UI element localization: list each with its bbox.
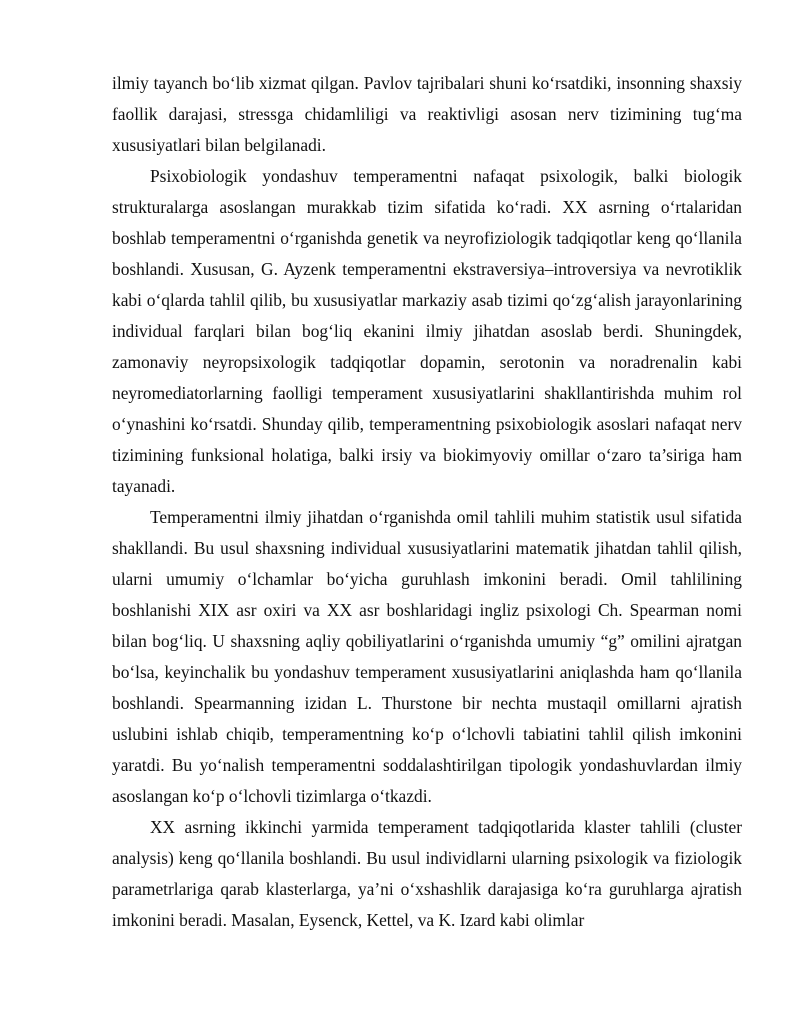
paragraph-factor-analysis: Temperamentni ilmiy jihatdan o‘rganishda omil tahlili muhim statistik usul sifatida shakllandi. Bu usul shaxsning individual xususiyatlarini matematik jihatdan tahlil qilish, ularni umumiy o‘lchamlar bo‘yicha guruhlash imkonini beradi. Omil tahlilining boshlanishi XIX asr oxiri va XX asr boshlaridagi ingliz psixologi Ch. Spearman nomi bilan bog‘liq. U shaxsning aqliy qobiliyatlarini o‘rganishda umumiy “g” omilini ajratgan bo‘lsa, keyinchalik bu yondashuv temperament xususiyatlarini aniqlashda ham qo‘llanila boshlandi. Spearmanning izidan L. Thurstone bir nechta mustaqil omillarni ajratish uslubini ishlab chiqib, temperamentning ko‘p o‘lchovli tabiatini tahlil qilish imkonini yaratdi. Bu yo‘nalish temperamentni soddalashtirilgan tipologik yondashuvlardan ilmiy asoslangan ko‘p o‘lchovli tizimlarga o‘tkazdi. [112,507,742,806]
paragraph-psychobiological-approach: Psixobiologik yondashuv temperamentni nafaqat psixologik, balki biologik strukturalarga asoslangan murakkab tizim sifatida ko‘radi. XX asrning o‘rtalaridan boshlab temperamentni o‘rganishda genetik va neyrofiziologik tadqiqotlar keng qo‘llanila boshlandi. Xususan, G. Ayzenk temperamentni ekstraversiya–introversiya va nevrotiklik kabi o‘qlarda tahlil qilib, bu xususiyatlar markaziy asab tizimi qo‘zg‘alish jarayonlarining individual farqlari bilan bog‘liq ekanini ilmiy jihatdan asoslab berdi. Shuningdek, zamonaviy neyropsixologik tadqiqotlar dopamin, serotonin va noradrenalin kabi neyromediatorlarning faolligi temperament xususiyatlarini shakllantirishda muhim rol o‘ynashini ko‘rsatdi. Shunday qilib, temperamentning psixobiologik asoslari nafaqat nerv tizimining funksional holatiga, balki irsiy va biokimyoviy omillar o‘zaro ta’siriga ham tayanadi. [112,166,742,496]
paragraph-cluster-analysis: XX asrning ikkinchi yarmida temperament tadqiqotlarida klaster tahlili (cluster analysis) keng qo‘llanila boshlandi. Bu usul individlarni ularning psixologik va fiziologik parametrlariga qarab klasterlarga, ya’ni o‘xshashlik darajasiga ko‘ra guruhlarga ajratish imkonini beradi. Masalan, Eysenck, Kettel, va K. Izard kabi olimlar [112,817,742,930]
document-page [112,68,742,936]
paragraph-continuation: ilmiy tayanch bo‘lib xizmat qilgan. Pavlov tajribalari shuni ko‘rsatdiki, insonning shaxsiy faollik darajasi, stressga chidamliligi va reaktivligi asosan nerv tizimining tug‘ma xususiyatlari bilan belgilanadi. [112,73,742,155]
